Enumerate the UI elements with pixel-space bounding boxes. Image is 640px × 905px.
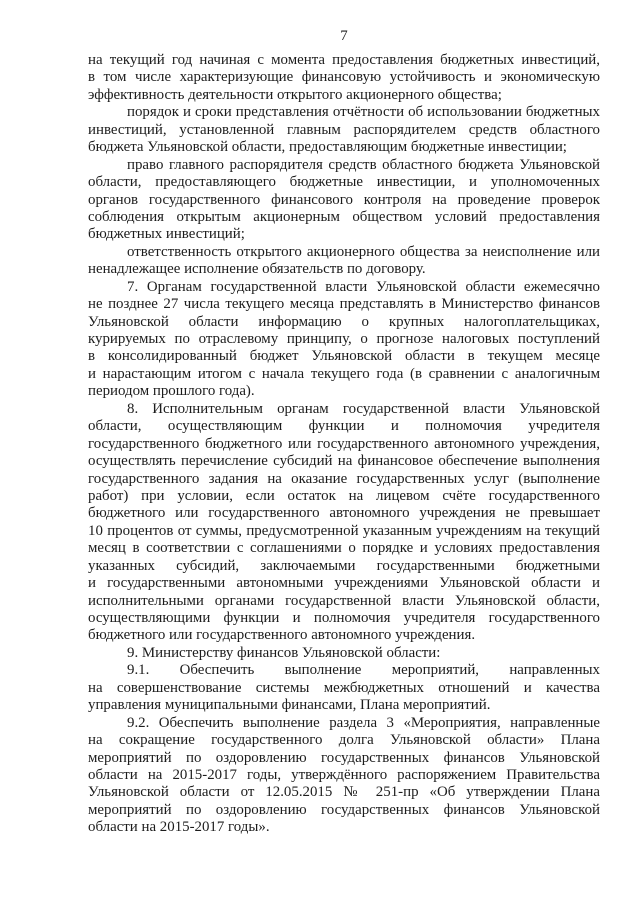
paragraph-reporting-terms <box>88 104 600 156</box>
text-line: на совершенствование системы межбюджетных отношений и качества <box>88 679 600 696</box>
text-line: указанных субсидий, заключаемыми государственными бюджетными <box>88 557 600 574</box>
text-line: и нарастающим итогом с начала текущего года (в сравнении с аналогичным <box>88 365 600 382</box>
text-line: ненадлежащее исполнение обязательств по договору. <box>88 261 426 278</box>
text-line: 8. Исполнительным органам государственной власти Ульяновской <box>127 400 600 417</box>
text-line: 9.2. Обеспечить выполнение раздела 3 «Мероприятия, направленные <box>127 714 600 731</box>
text-line: государственного задания на оказание государственных услуг (выполнение <box>88 470 600 487</box>
text-line: Ульяновской области информацию о крупных налогоплательщиках, <box>88 313 600 330</box>
paragraph-audit-right <box>88 157 600 244</box>
text-line: курируемых по отраслевому принципу, о прогнозе налоговых поступлений <box>88 331 600 347</box>
text-line: бюджетных инвестиций; <box>88 226 245 243</box>
text-line: эффективность деятельности открытого акционерного общества; <box>88 86 502 103</box>
text-line: право главного распорядителя средств областного бюджета Ульяновской <box>127 156 600 173</box>
text-line: осуществлять перечисление субсидий на финансовое обеспечение выполнения <box>88 453 600 470</box>
text-line: на текущий год начиная с момента предоставления бюджетных инвестиций, <box>88 52 600 68</box>
text-line: на сокращение государственного долга Ульяновской области» Плана <box>88 732 600 749</box>
paragraph-liability <box>88 244 600 279</box>
text-line: не позднее 27 числа текущего месяца представлять в Министерство финансов <box>88 296 600 313</box>
paragraph-item-9-1 <box>88 662 600 714</box>
text-line: бюджетного или государственного автономного учреждения не превышает <box>88 505 600 522</box>
paragraph-item-9 <box>88 645 600 662</box>
text-line: 9. Министерству финансов Ульяновской области: <box>127 644 441 661</box>
document-body <box>88 52 600 837</box>
text-line: области на 2015-2017 годы». <box>88 819 270 836</box>
text-line: Ульяновской области от 12.05.2015 № 251-пр «Об утверждении Плана <box>88 784 600 801</box>
text-line: области на 2015-2017 годы, утверждённого распоряжением Правительства <box>88 766 600 783</box>
page-number: 7 <box>340 28 348 44</box>
text-line: области, осуществляющим функции и полномочия учредителя <box>88 418 600 435</box>
text-line: порядок и сроки представления отчётности об использовании бюджетных <box>127 104 600 121</box>
text-line: мероприятий по оздоровлению государственных финансов Ульяновской <box>88 749 600 766</box>
text-line: 7. Органам государственной власти Ульяновской области ежемесячно <box>127 278 600 295</box>
paragraph-item-9-2 <box>88 715 600 837</box>
text-line: и государственными автономными учреждениями Ульяновской области и <box>88 575 600 592</box>
paragraph-continuation <box>88 52 600 104</box>
text-line: в консолидированный бюджет Ульяновской области в текущем месяце <box>88 348 600 365</box>
text-line: государственного бюджетного или государственного автономного учреждения, <box>88 435 600 452</box>
text-line: инвестиций, установленной главным распорядителем средств областного <box>88 121 600 138</box>
text-line: исполнительными органами государственной власти Ульяновской области, <box>88 592 600 609</box>
text-line: мероприятий по оздоровлению государственных финансов Ульяновской <box>88 801 600 818</box>
text-line: ответственность открытого акционерного общества за неисполнение или <box>127 243 600 260</box>
text-line: 9.1. Обеспечить выполнение мероприятий, направленных <box>127 662 600 679</box>
text-line: области, предоставляющего бюджетные инвестиции, и уполномоченных <box>88 174 600 191</box>
text-line: в том числе характеризующие финансовую устойчивость и экономическую <box>88 69 600 86</box>
text-line: соблюдения открытым акционерным обществом условий предоставления <box>88 208 600 225</box>
paragraph-item-7 <box>88 279 600 401</box>
paragraph-item-8 <box>88 401 600 645</box>
text-line: 10 процентов от суммы, предусмотренной указанным учреждениям на текущий <box>88 522 600 539</box>
text-line: бюджета Ульяновской области, предоставляющим бюджетные инвестиции; <box>88 139 567 156</box>
text-line: месяц в соответствии с соглашениями о порядке и условиях предоставления <box>88 540 600 557</box>
text-line: бюджетного или государственного автономного учреждения. <box>88 627 476 644</box>
text-line: периодом прошлого года). <box>88 383 255 400</box>
text-line: органов государственного финансового контроля на проведение проверок <box>88 191 600 208</box>
text-line: управления муниципальными финансами, Плана мероприятий. <box>88 697 491 714</box>
text-line: работ) при условии, если остаток на лицевом счёте государственного <box>88 487 600 504</box>
text-line: осуществляющими функции и полномочия учредителя государственного <box>88 610 600 626</box>
